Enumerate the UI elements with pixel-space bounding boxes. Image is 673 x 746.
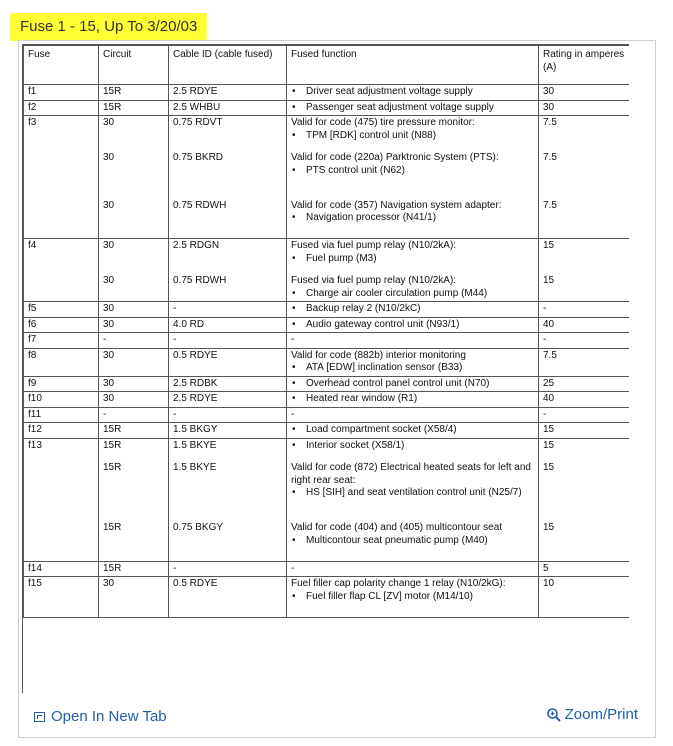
function-entry bbox=[291, 319, 534, 332]
function-entry bbox=[291, 440, 534, 453]
rating-value: 30 bbox=[543, 86, 555, 97]
cable-cell bbox=[169, 438, 287, 561]
cable-cell bbox=[169, 376, 287, 392]
circuit-value: 15R bbox=[103, 424, 122, 435]
rating-value: 15 bbox=[543, 275, 555, 286]
rating-cell bbox=[539, 438, 630, 561]
rating-value: - bbox=[543, 408, 547, 420]
function-text: Fused via fuel pump relay (N10/2kA): bbox=[291, 240, 457, 251]
function-cell bbox=[287, 317, 539, 333]
function-entry bbox=[291, 275, 534, 300]
function-cell bbox=[287, 561, 539, 577]
function-entry bbox=[291, 393, 534, 406]
cable-value: 0.5 RDYE bbox=[173, 349, 218, 361]
circuit-value: 15R bbox=[103, 462, 122, 473]
table-row bbox=[24, 376, 630, 392]
entry-gap bbox=[173, 190, 282, 200]
table-row bbox=[24, 317, 630, 333]
fuse-cell: f5 bbox=[24, 302, 99, 318]
function-entry bbox=[291, 86, 534, 99]
cable-cell bbox=[169, 239, 287, 302]
fuse-cell: f2 bbox=[24, 100, 99, 116]
rating-value: 40 bbox=[543, 393, 555, 404]
table-header-row bbox=[24, 46, 630, 85]
bullet-item: • Charge air cooler circulation pump (M44) bbox=[291, 288, 534, 301]
function-cell bbox=[287, 116, 539, 239]
open-in-new-tab-label: Open In New Tab bbox=[51, 708, 167, 725]
rating-value: 7.5 bbox=[543, 199, 557, 211]
entry-gap bbox=[543, 512, 625, 522]
fuse-cell: f3 bbox=[24, 116, 99, 239]
table-row bbox=[24, 438, 630, 561]
fuse-cell: f7 bbox=[24, 333, 99, 349]
entry-gap bbox=[103, 452, 164, 462]
circuit-cell bbox=[99, 116, 169, 239]
bullet-item: • Passenger seat adjustment voltage supply bbox=[291, 102, 534, 115]
rating-cell bbox=[539, 85, 630, 101]
fuse-table bbox=[23, 45, 629, 618]
rating-cell bbox=[539, 317, 630, 333]
bullet-item: • Overhead control panel control unit (N70) bbox=[291, 378, 534, 391]
circuit-cell bbox=[99, 333, 169, 349]
circuit-value: 30 bbox=[103, 377, 115, 389]
circuit-value: - bbox=[103, 334, 107, 345]
table-row bbox=[24, 577, 630, 618]
circuit-cell bbox=[99, 423, 169, 439]
rating-value: - bbox=[543, 303, 547, 314]
circuit-cell bbox=[99, 302, 169, 318]
rating-value: 15 bbox=[543, 522, 555, 533]
fuse-cell: f4 bbox=[24, 239, 99, 302]
bullet-item: • Heated rear window (R1) bbox=[291, 393, 534, 406]
function-cell bbox=[287, 239, 539, 302]
bullet-item: • Navigation processor (N41/1) bbox=[291, 212, 534, 225]
function-entry bbox=[291, 200, 534, 238]
bullet-item: • Backup relay 2 (N10/2kC) bbox=[291, 303, 534, 316]
circuit-cell bbox=[99, 317, 169, 333]
function-entry bbox=[291, 152, 534, 190]
function-cell bbox=[287, 302, 539, 318]
circuit-value: 30 bbox=[103, 393, 115, 404]
entry-gap bbox=[173, 142, 282, 152]
rating-cell bbox=[539, 392, 630, 408]
fuse-cell: f12 bbox=[24, 423, 99, 439]
table-row bbox=[24, 333, 630, 349]
circuit-value: 30 bbox=[103, 303, 115, 314]
cable-cell bbox=[169, 577, 287, 618]
rating-value: 10 bbox=[543, 578, 555, 589]
open-in-new-tab-link[interactable] bbox=[34, 708, 167, 725]
cable-cell bbox=[169, 302, 287, 318]
cable-value: 2.5 WHBU bbox=[173, 101, 221, 113]
function-cell bbox=[287, 100, 539, 116]
cable-cell bbox=[169, 348, 287, 376]
function-entry bbox=[291, 334, 534, 347]
cable-value: 1.5 BKGY bbox=[173, 424, 218, 435]
zoom-print-link[interactable] bbox=[546, 706, 638, 723]
circuit-value: 15R bbox=[103, 439, 122, 451]
entry-gap bbox=[103, 142, 164, 152]
rating-value: 15 bbox=[543, 424, 555, 435]
cable-cell bbox=[169, 333, 287, 349]
cable-value: - bbox=[173, 408, 177, 420]
cable-value: 0.75 BKGY bbox=[173, 522, 224, 533]
fuse-cell: f9 bbox=[24, 376, 99, 392]
header-cable: Cable ID (cable fused) bbox=[169, 46, 287, 85]
function-entry bbox=[291, 462, 534, 512]
circuit-cell bbox=[99, 438, 169, 561]
zoom-print-label: Zoom/Print bbox=[564, 706, 638, 723]
circuit-value: 30 bbox=[103, 199, 115, 211]
circuit-cell bbox=[99, 239, 169, 302]
entry-gap bbox=[291, 512, 534, 522]
rating-cell bbox=[539, 577, 630, 618]
entry-gap bbox=[543, 190, 625, 200]
rating-value: 15 bbox=[543, 439, 555, 451]
circuit-cell bbox=[99, 561, 169, 577]
function-cell bbox=[287, 376, 539, 392]
entry-gap bbox=[173, 512, 282, 522]
circuit-value: 30 bbox=[103, 318, 115, 330]
table-row bbox=[24, 100, 630, 116]
rating-cell bbox=[539, 302, 630, 318]
bullet-item: • Driver seat adjustment voltage supply bbox=[291, 86, 534, 99]
header-fuse: Fuse bbox=[24, 46, 99, 85]
cable-value: 0.75 RDWH bbox=[173, 275, 227, 286]
function-text: Valid for code (475) tire pressure monitor: bbox=[291, 117, 475, 128]
rating-value: 7.5 bbox=[543, 117, 557, 128]
cable-cell bbox=[169, 317, 287, 333]
image-footer bbox=[24, 704, 648, 730]
title-banner bbox=[10, 13, 207, 41]
function-cell bbox=[287, 438, 539, 561]
rating-cell bbox=[539, 333, 630, 349]
rating-cell bbox=[539, 423, 630, 439]
table-row bbox=[24, 392, 630, 408]
header-function: Fused function bbox=[287, 46, 539, 85]
bullet-item: • Audio gateway control unit (N93/1) bbox=[291, 319, 534, 332]
cable-cell bbox=[169, 423, 287, 439]
rating-value: 30 bbox=[543, 101, 555, 113]
magnifier-icon bbox=[546, 707, 562, 723]
function-cell bbox=[287, 392, 539, 408]
function-entry bbox=[291, 303, 534, 316]
circuit-cell bbox=[99, 376, 169, 392]
table-row bbox=[24, 116, 630, 239]
rating-value: 15 bbox=[543, 240, 555, 251]
circuit-value: 30 bbox=[103, 240, 115, 251]
table-row bbox=[24, 239, 630, 302]
function-cell bbox=[287, 333, 539, 349]
cable-cell bbox=[169, 116, 287, 239]
function-text: - bbox=[291, 408, 295, 420]
rating-cell bbox=[539, 116, 630, 239]
fuse-cell: f15 bbox=[24, 577, 99, 618]
table-row bbox=[24, 423, 630, 439]
entry-gap bbox=[543, 452, 625, 462]
rating-cell bbox=[539, 348, 630, 376]
function-entry bbox=[291, 578, 534, 616]
function-cell bbox=[287, 423, 539, 439]
cable-value: 2.5 RDBK bbox=[173, 377, 218, 389]
rating-cell bbox=[539, 407, 630, 423]
function-text: Fuel filler cap polarity change 1 relay (N10/2kG): bbox=[291, 578, 506, 589]
function-entry bbox=[291, 563, 534, 576]
bullet-item: • PTS control unit (N62) bbox=[291, 165, 534, 178]
cable-value: - bbox=[173, 303, 177, 314]
cable-value: - bbox=[173, 334, 177, 345]
fuse-cell: f1 bbox=[24, 85, 99, 101]
function-text: Fused via fuel pump relay (N10/2kA): bbox=[291, 275, 457, 286]
new-tab-icon bbox=[34, 712, 45, 722]
function-text: Valid for code (220a) Parktronic System (PTS): bbox=[291, 152, 499, 163]
cable-value: 1.5 BKYE bbox=[173, 439, 217, 451]
cable-cell bbox=[169, 100, 287, 116]
entry-gap bbox=[291, 265, 534, 275]
header-rating: Rating in amperes (A) bbox=[539, 46, 630, 85]
bullet-item: • Multicontour seat pneumatic pump (M40) bbox=[291, 535, 534, 548]
page-title: Fuse 1 - 15, Up To 3/20/03 bbox=[10, 13, 207, 41]
bullet-item: • HS [SIH] and seat ventilation control unit (N25/7) bbox=[291, 487, 534, 500]
fuse-cell: f10 bbox=[24, 392, 99, 408]
circuit-value: 30 bbox=[103, 117, 115, 128]
entry-gap bbox=[173, 452, 282, 462]
function-cell bbox=[287, 348, 539, 376]
cable-value: - bbox=[173, 562, 177, 574]
bullet-item: • ATA [EDW] inclination sensor (B33) bbox=[291, 362, 534, 375]
entry-gap bbox=[173, 265, 282, 275]
bullet-item: • Interior socket (X58/1) bbox=[291, 440, 534, 453]
function-text: Valid for code (872) Electrical heated seats for left and right rear seat: bbox=[291, 462, 531, 486]
rating-value: 40 bbox=[543, 318, 555, 330]
function-text: Valid for code (882b) interior monitoring bbox=[291, 349, 466, 361]
rating-cell bbox=[539, 100, 630, 116]
circuit-value: 15R bbox=[103, 101, 122, 113]
function-entry bbox=[291, 378, 534, 391]
fuse-cell: f14 bbox=[24, 561, 99, 577]
fuse-cell: f6 bbox=[24, 317, 99, 333]
cable-value: 0.5 RDYE bbox=[173, 578, 218, 589]
rating-value: 15 bbox=[543, 462, 555, 473]
function-text: Valid for code (357) Navigation system adapter: bbox=[291, 199, 502, 211]
table-body bbox=[24, 85, 630, 618]
circuit-value: - bbox=[103, 408, 107, 420]
function-cell bbox=[287, 407, 539, 423]
bullet-item: • TPM [RDK] control unit (N88) bbox=[291, 130, 534, 143]
cable-cell bbox=[169, 407, 287, 423]
circuit-cell bbox=[99, 577, 169, 618]
cable-cell bbox=[169, 561, 287, 577]
cable-value: 2.5 RDGN bbox=[173, 240, 220, 251]
entry-gap bbox=[543, 142, 625, 152]
circuit-value: 15R bbox=[103, 562, 122, 574]
entry-gap bbox=[291, 190, 534, 200]
table-row bbox=[24, 85, 630, 101]
fuse-cell: f11 bbox=[24, 407, 99, 423]
function-entry bbox=[291, 102, 534, 115]
rating-cell bbox=[539, 239, 630, 302]
function-cell bbox=[287, 577, 539, 618]
function-text: - bbox=[291, 334, 295, 345]
cable-value: 0.75 BKRD bbox=[173, 152, 224, 163]
rating-value: 7.5 bbox=[543, 349, 557, 361]
circuit-cell bbox=[99, 85, 169, 101]
entry-gap bbox=[103, 512, 164, 522]
circuit-value: 15R bbox=[103, 522, 122, 533]
function-text: - bbox=[291, 562, 295, 574]
rating-cell bbox=[539, 376, 630, 392]
entry-gap bbox=[103, 190, 164, 200]
circuit-cell bbox=[99, 100, 169, 116]
table-row bbox=[24, 348, 630, 376]
table-row bbox=[24, 407, 630, 423]
rating-value: 7.5 bbox=[543, 152, 557, 163]
entry-gap bbox=[103, 265, 164, 275]
fuse-table-scan bbox=[22, 44, 629, 693]
cable-cell bbox=[169, 392, 287, 408]
rating-value: 25 bbox=[543, 377, 555, 389]
circuit-value: 30 bbox=[103, 275, 115, 286]
circuit-cell bbox=[99, 348, 169, 376]
function-entry bbox=[291, 240, 534, 265]
function-entry bbox=[291, 117, 534, 142]
bullet-item: • Load compartment socket (X58/4) bbox=[291, 424, 534, 437]
rating-cell bbox=[539, 561, 630, 577]
bullet-item: • Fuel filler flap CL [ZV] motor (M14/10) bbox=[291, 591, 534, 604]
cable-value: 0.75 RDVT bbox=[173, 117, 223, 128]
circuit-cell bbox=[99, 407, 169, 423]
table-row bbox=[24, 561, 630, 577]
rating-value: 5 bbox=[543, 562, 549, 574]
fuse-cell: f8 bbox=[24, 348, 99, 376]
cable-value: 2.5 RDYE bbox=[173, 86, 218, 97]
header-circuit: Circuit bbox=[99, 46, 169, 85]
circuit-value: 30 bbox=[103, 152, 115, 163]
entry-gap bbox=[291, 452, 534, 462]
cable-value: 1.5 BKYE bbox=[173, 462, 217, 473]
table-row bbox=[24, 302, 630, 318]
circuit-cell bbox=[99, 392, 169, 408]
fuse-cell: f13 bbox=[24, 438, 99, 561]
circuit-value: 15R bbox=[103, 86, 122, 97]
cable-value: 0.75 RDWH bbox=[173, 199, 227, 211]
cable-cell bbox=[169, 85, 287, 101]
function-entry bbox=[291, 522, 534, 560]
circuit-value: 30 bbox=[103, 578, 115, 589]
circuit-value: 30 bbox=[103, 349, 115, 361]
cable-value: 2.5 RDYE bbox=[173, 393, 218, 404]
function-text: Valid for code (404) and (405) multicontour seat bbox=[291, 522, 503, 533]
function-entry bbox=[291, 409, 534, 422]
function-entry bbox=[291, 350, 534, 375]
entry-gap bbox=[291, 142, 534, 152]
cable-value: 4.0 RD bbox=[173, 318, 205, 330]
function-cell bbox=[287, 85, 539, 101]
entry-gap bbox=[543, 265, 625, 275]
rating-value: - bbox=[543, 334, 547, 345]
bullet-item: • Fuel pump (M3) bbox=[291, 253, 534, 266]
function-entry bbox=[291, 424, 534, 437]
